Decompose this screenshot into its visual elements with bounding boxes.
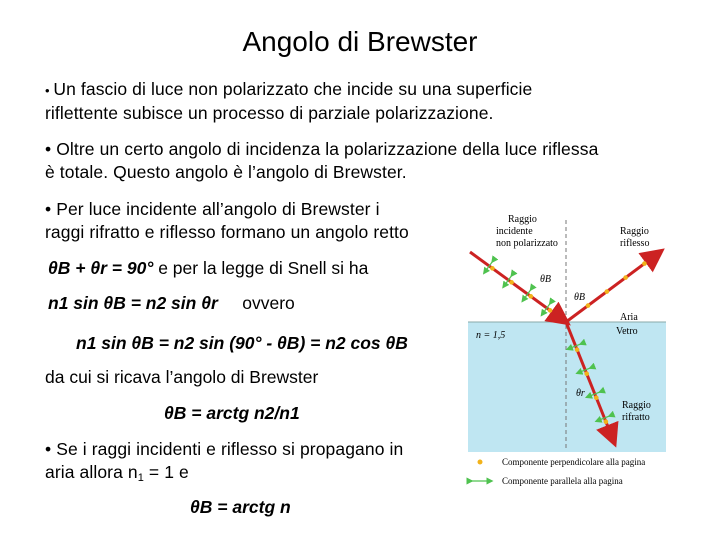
equation-brewster-angle: θB = arctg n2/n1 <box>164 403 300 423</box>
perpendicular-component-dot-icon <box>548 308 553 313</box>
page-title: Angolo di Brewster <box>242 26 478 57</box>
bullet-3-line-1: Per luce incidente all’angolo di Brewster i <box>56 199 380 219</box>
equation-4-row <box>164 403 300 424</box>
bullet-4-line-2: aria allora n <box>45 462 138 482</box>
equation-3-text: da cui si ricava l’angolo di Brewster <box>45 367 319 387</box>
vetro-label: Vetro <box>616 326 638 337</box>
perpendicular-component-dot-icon <box>586 303 591 308</box>
reflected-label-1: Raggio <box>620 226 649 237</box>
bullet-2-line-2: è totale. Questo angolo è l’angolo di Brewster. <box>45 162 407 182</box>
brewster-diagram <box>456 210 720 500</box>
bullet-dot: • <box>45 139 57 159</box>
equation-3-row <box>76 333 408 354</box>
equation-5-row <box>190 497 291 518</box>
bullet-3-line-2: raggi rifratto e riflesso formano un angolo retto <box>45 222 409 242</box>
equation-2-text: ovvero <box>242 293 295 313</box>
equation-snell-law: n1 sin θB = n2 sin θr <box>48 293 218 313</box>
legend-perpendicular-dot-icon <box>478 460 483 465</box>
perpendicular-component-dot-icon <box>594 395 599 400</box>
equation-2-row <box>48 293 295 314</box>
equation-1-row <box>48 258 368 279</box>
perpendicular-component-dot-icon <box>529 294 534 299</box>
aria-label: Aria <box>620 312 638 323</box>
bullet-1-line-2: riflettente subisce un processo di parziale polarizzazione. <box>45 103 494 123</box>
perpendicular-component-dot-icon <box>642 261 647 266</box>
perpendicular-component-dot-icon <box>604 419 609 424</box>
incident-label-2: incidente <box>496 226 533 237</box>
bullet-4 <box>45 438 403 490</box>
refractive-index-label: n = 1,5 <box>476 330 506 341</box>
bullet-1 <box>45 78 532 125</box>
perpendicular-component-dot-icon <box>490 266 495 271</box>
legend-parallel-text: Componente parallela alla pagina <box>502 476 623 486</box>
perpendicular-component-dot-icon <box>623 275 628 280</box>
bullet-4-line-2-end: = 1 e <box>143 462 189 482</box>
reflected-label-2: riflesso <box>620 238 650 249</box>
bullet-dot: • <box>45 439 57 459</box>
theta-r-label: θr <box>576 388 585 399</box>
bullet-4-line-1: Se i raggi incidenti e riflesso si propagano in <box>56 439 404 459</box>
bullet-dot: • <box>45 199 57 219</box>
equation-brewster-air: θB = arctg n <box>190 497 291 517</box>
bullet-1-line-1: Un fascio di luce non polarizzato che incide su una superficie <box>53 79 533 99</box>
bullet-4-subscript: 1 <box>137 472 144 484</box>
equation-sum-angles: θB + θr = 90° <box>48 258 154 278</box>
incident-label-3: non polarizzato <box>496 238 558 249</box>
incident-label-1: Raggio <box>508 214 537 225</box>
equation-snell-expanded: n1 sin θB = n2 sin (90° - θB) = n2 cos θB <box>76 333 408 353</box>
bullet-2 <box>45 138 598 184</box>
perpendicular-component-dot-icon <box>584 371 589 376</box>
equation-1-text: e per la legge di Snell si ha <box>153 258 369 278</box>
bullet-2-line-1: Oltre un certo angolo di incidenza la polarizzazione della luce riflessa <box>56 139 599 159</box>
legend-perpendicular-text: Componente perpendicolare alla pagina <box>502 457 646 467</box>
bullet-dot: • <box>45 83 54 98</box>
glass-region <box>468 322 666 452</box>
refracted-label-2: rifratto <box>622 412 650 423</box>
bullet-3 <box>45 198 409 244</box>
perpendicular-component-dot-icon <box>509 280 514 285</box>
perpendicular-component-dot-icon <box>605 289 610 294</box>
theta-b-label-reflected: θB <box>574 292 586 303</box>
theta-b-label-incident: θB <box>540 274 552 285</box>
refracted-label-1: Raggio <box>622 400 651 411</box>
perpendicular-component-dot-icon <box>575 347 580 352</box>
